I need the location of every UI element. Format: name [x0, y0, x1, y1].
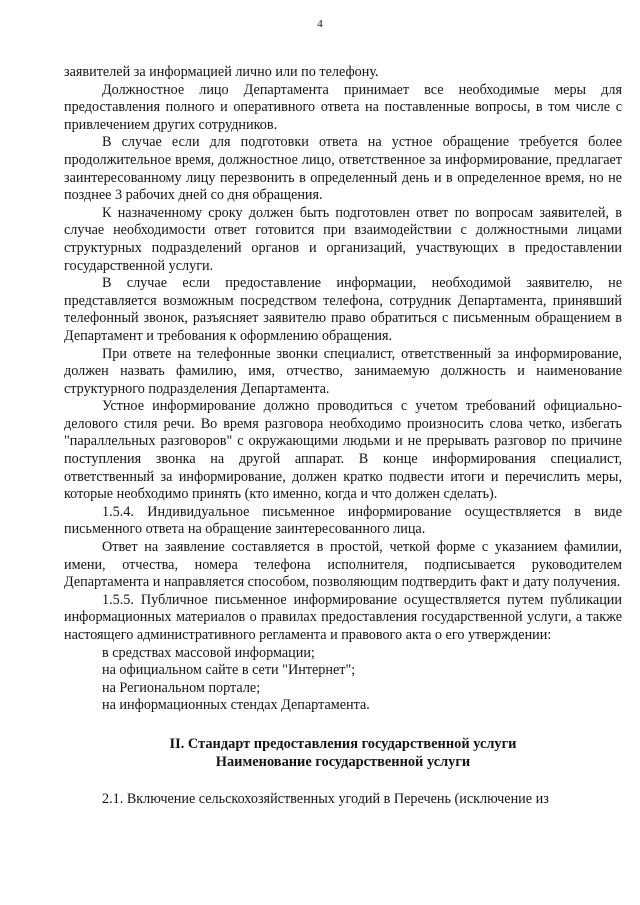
list-item: на официальном сайте в сети "Интернет"; [102, 662, 356, 679]
paragraph: В случае если для подготовки ответа на устное обращение требуется более продолжительное время, должностное лицо, ответственное за информирование, предлагает заинтересованному лицу перезвонить в определенный день и в определенное время, но не позднее 3 рабочих дней со дня обращения. [64, 134, 622, 204]
paragraph: При ответе на телефонные звонки специалист, ответственный за информирование, должен назвать фамилию, имя, отчество, занимаемую должность и наименование структурного подразделения Департамента. [64, 345, 622, 397]
page-number: 4 [317, 18, 323, 30]
paragraph: В случае если предоставление информации, необходимой заявителю, не представляется возможным посредством телефона, сотрудник Департамента, принявший телефонный звонок, разъясняет заявителю право обратиться с письменным обращением в Департамент и требования к оформлению обращения. [64, 275, 622, 344]
paragraph: Должностное лицо Департамента принимает все необходимые меры для предоставления полного и оперативного ответа на поставленные вопросы, в том числе с привлечением других сотрудников. [64, 81, 622, 133]
paragraph: 1.5.5. Публичное письменное информирование осуществляется путем публикации информационных материалов о правилах предоставления государственной услуги, а также настоящего административного регламента и правового акта о его утверждении: [64, 591, 622, 643]
paragraph: Ответ на заявление составляется в простой, четкой форме с указанием фамилии, имени, отчества, номера телефона исполнителя, подписывается руководителем Департамента и направляется способом, позволяющим подтвердить факт и дату получения. [64, 539, 622, 591]
subsection-heading: Наименование государственной услуги [215, 753, 471, 770]
list-item: в средствах массовой информации; [102, 644, 315, 661]
paragraph: 2.1. Включение сельскохозяйственных угодий в Перечень (исключение из [102, 790, 549, 807]
paragraph: заявителей за информацией лично или по телефону. [64, 64, 379, 80]
section-heading: II. Стандарт предоставления государственной услуги [169, 735, 517, 752]
document-body [64, 64, 622, 809]
paragraph: Устное информирование должно проводиться с учетом требований официально-делового стиля речи. Во время разговора необходимо произносить слова четко, избегать "параллельных разговоров" с окружающими людьми и не прерывать разговор по причине поступления звонка на другой аппарат. В конце информирования специалист, ответственный за информирование, должен кратко подвести итоги и перечислить меры, которые необходимо принять (кто именно, когда и что должен сделать). [64, 398, 622, 503]
paragraph: 1.5.4. Индивидуальное письменное информирование осуществляется в виде письменного ответа на обращение заинтересованного лица. [64, 503, 622, 538]
list-item: на информационных стендах Департамента. [102, 697, 370, 714]
list-item: на Региональном портале; [102, 679, 261, 696]
paragraph: К назначенному сроку должен быть подготовлен ответ по вопросам заявителей, в случае необходимости ответ готовится при взаимодействии с должностными лицами структурных подразделений органов и организаций, участвующих в предоставлении государственной услуги. [64, 204, 622, 274]
